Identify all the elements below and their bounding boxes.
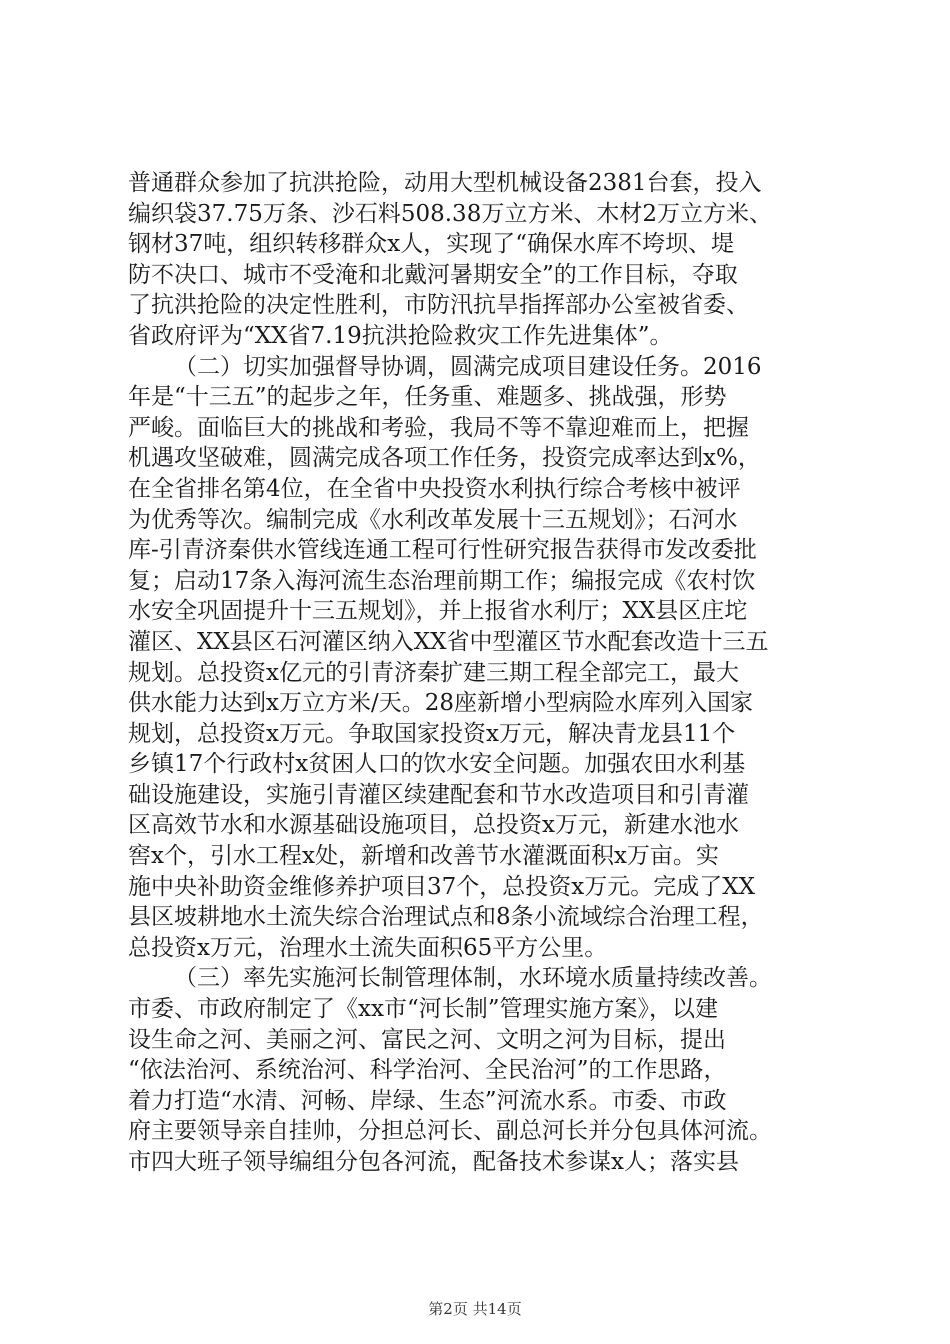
paragraph-start-line: （三）率先实施河长制管理体制，水环境水质量持续改善。: [174, 965, 772, 992]
text-line: 区高效节水和水源基础设施项目，总投资x万元，新建水池水: [128, 812, 739, 839]
text-line: 防不决口、城市不受淹和北戴河暑期安全”的工作目标，夺取: [128, 261, 738, 288]
text-line: 为优秀等次。编制完成《水利改革发展十三五规划》；石河水: [128, 506, 738, 533]
text-line: 省政府评为“XX省7.19抗洪抢险救灾工作先进集体”。: [128, 322, 673, 349]
text-line: 乡镇17个行政村x贫困人口的饮水安全问题。加强农田水利基: [128, 751, 746, 778]
text-line: 复；启动17条入海河流生态治理前期工作；编报完成《农村饮: [128, 567, 756, 594]
text-line: 供水能力达到x万立方米/天。28座新增小型病险水库列入国家: [128, 690, 753, 717]
text-line: 窖x个，引水工程x处，新增和改善节水灌溉面积x万亩。实: [128, 843, 719, 870]
text-line: 编织袋37.75万条、沙石料508.38万立方米、木材2万立方米、: [128, 200, 772, 227]
text-line: 府主要领导亲自挂帅，分担总河长、副总河长并分包具体河流。: [128, 1118, 772, 1145]
text-line: 总投资x万元，治理水土流失面积65平方公里。: [128, 934, 608, 961]
text-line: 着力打造“水清、河畅、岸绿、生态”河流水系。市委、市政: [128, 1087, 727, 1114]
text-line: 钢材37吨，组织转移群众x人，实现了“确保水库不垮坝、堤: [128, 231, 734, 258]
text-line: 础设施建设，实施引青灌区续建配套和节水改造项目和引青灌: [128, 781, 749, 808]
text-line: 施中央补助资金维修养护项目37个，总投资x万元。完成了XX: [128, 873, 755, 900]
text-line: 严峻。面临巨大的挑战和考验，我局不等不靠迎难而上，把握: [128, 414, 749, 441]
text-line: 库-引青济秦供水管线连通工程可行性研究报告获得市发改委批: [128, 537, 757, 564]
text-line: 县区坡耕地水土流失综合治理试点和8条小流域综合治理工程，: [128, 904, 764, 931]
text-line: 市四大班子领导编组分包各河流，配备技术参谋x人；落实县: [128, 1149, 739, 1175]
text-line: 在全省排名第4位，在全省中央投资水利执行综合考核中被评: [128, 475, 741, 502]
text-line: 了抗洪抢险的决定性胜利，市防汛抗旱指挥部办公室被省委、: [128, 292, 749, 319]
text-line: 年是“十三五”的起步之年，任务重、难题多、挑战强，形势: [128, 384, 727, 411]
text-line: 市委、市政府制定了《xx市“河长制”管理实施方案》，以建: [128, 996, 718, 1023]
text-line: “依法治河、系统治河、科学治河、全民治河”的工作思路，: [128, 1057, 727, 1084]
text-line: 机遇攻坚破难，圆满完成各项工作任务，投资完成率达到x%，: [128, 445, 761, 472]
paragraph-start-line: （二）切实加强督导协调，圆满完成项目建设任务。2016: [174, 353, 762, 380]
text-line: 普通群众参加了抗洪抢险，动用大型机械设备2381台套，投入: [128, 170, 762, 196]
text-line: 设生命之河、美丽之河、富民之河、文明之河为目标，提出: [128, 1026, 726, 1053]
text-line: 规划。总投资x亿元的引青济秦扩建三期工程全部完工，最大: [128, 659, 739, 686]
page-number-footer: 第2页 共14页: [428, 1300, 522, 1318]
text-line: 灌区、XX县区石河灌区纳入XX省中型灌区节水配套改造十三五: [128, 628, 769, 655]
body-text: [128, 168, 838, 1178]
text-line: 规划，总投资x万元。争取国家投资x万元，解决青龙县11个: [128, 720, 736, 747]
text-line: 水安全巩固提升十三五规划》，并上报省水利厅；XX县区庄坨: [128, 598, 748, 625]
